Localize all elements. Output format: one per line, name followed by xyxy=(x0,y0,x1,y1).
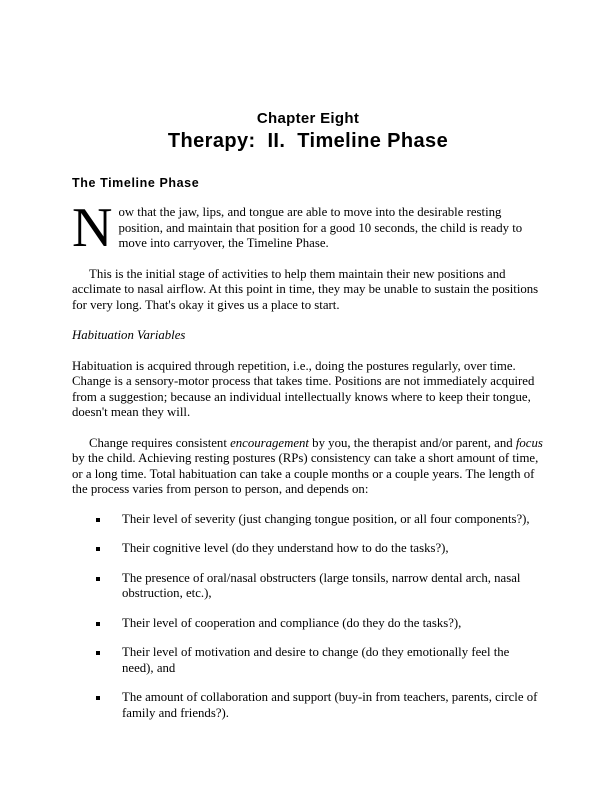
bullet-item-text: Their level of cooperation and compliance (do they do the tasks?), xyxy=(122,615,462,630)
intro-paragraph xyxy=(72,197,544,259)
chapter-label: Chapter Eight xyxy=(256,110,360,127)
habituation-variables-list xyxy=(72,512,544,722)
bullet-item xyxy=(72,645,544,676)
bullet-item xyxy=(72,616,544,632)
bullet-item-text: The amount of collaboration and support (buy-in from teachers, parents, circle of family and friends?). xyxy=(122,690,538,720)
bullet-item xyxy=(72,690,544,721)
square-bullet-icon xyxy=(96,696,100,700)
intro-paragraph-text: ow that the jaw, lips, and tongue are able to move into the desirable resting position, and maintain that position for a good 10 seconds, the child is ready to move into carryover, the Timeline Phase. xyxy=(118,205,523,250)
bullet-item-text: Their cognitive level (do they understand how to do the tasks?), xyxy=(122,541,449,555)
square-bullet-icon xyxy=(96,547,100,551)
square-bullet-icon xyxy=(96,577,100,581)
emphasized-text: focus xyxy=(515,435,543,450)
page-title: Therapy: II. Timeline Phase xyxy=(167,130,449,152)
bullet-item xyxy=(72,512,544,528)
paragraph-text: by you, the therapist and/or parent, and xyxy=(308,435,516,450)
square-bullet-icon xyxy=(96,651,100,655)
bullet-item-text: The presence of oral/nasal obstructers (large tonsils, narrow dental arch, nasal obstruction, etc.), xyxy=(122,570,521,600)
paragraph-habituation: Habituation is acquired through repetition, i.e., doing the postures regularly, over time. Change is a sensory-motor process that takes time. Positions are not immediately acquired from a suggestion; because an individual intellectually knows where to keep their tongue, doesn't mean they will. xyxy=(72,358,535,419)
square-bullet-icon xyxy=(96,622,100,626)
paragraph-initial-stage: This is the initial stage of activities to help them maintain their new positions and acclimate to nasal airflow. At this point in time, they may be unable to sustain the positions for very long. That's okay it gives us a place to start. xyxy=(72,266,539,312)
bullet-item-text: Their level of severity (just changing tongue position, or all four components?), xyxy=(122,511,530,526)
emphasized-text: encouragement xyxy=(230,435,309,450)
paragraph-text: Change requires consistent xyxy=(89,435,231,450)
paragraph-change-requires xyxy=(72,436,544,498)
square-bullet-icon xyxy=(96,518,100,522)
bullet-item-text: Their level of motivation and desire to change (do they emotionally feel the need), and xyxy=(122,645,510,675)
paragraph-text: by the child. Achieving resting postures (RPs) consistency can take a short amount of time, or a long time. Total habituation can take a couple months or a couple years. The length of the process varies from person to person, and depends on: xyxy=(72,451,539,496)
section-heading-timeline-phase: The Timeline Phase xyxy=(72,176,200,190)
drop-cap-letter: N xyxy=(72,197,113,259)
subheading-habituation-variables: Habituation Variables xyxy=(72,328,186,342)
bullet-item xyxy=(72,541,544,557)
bullet-item xyxy=(72,571,544,602)
